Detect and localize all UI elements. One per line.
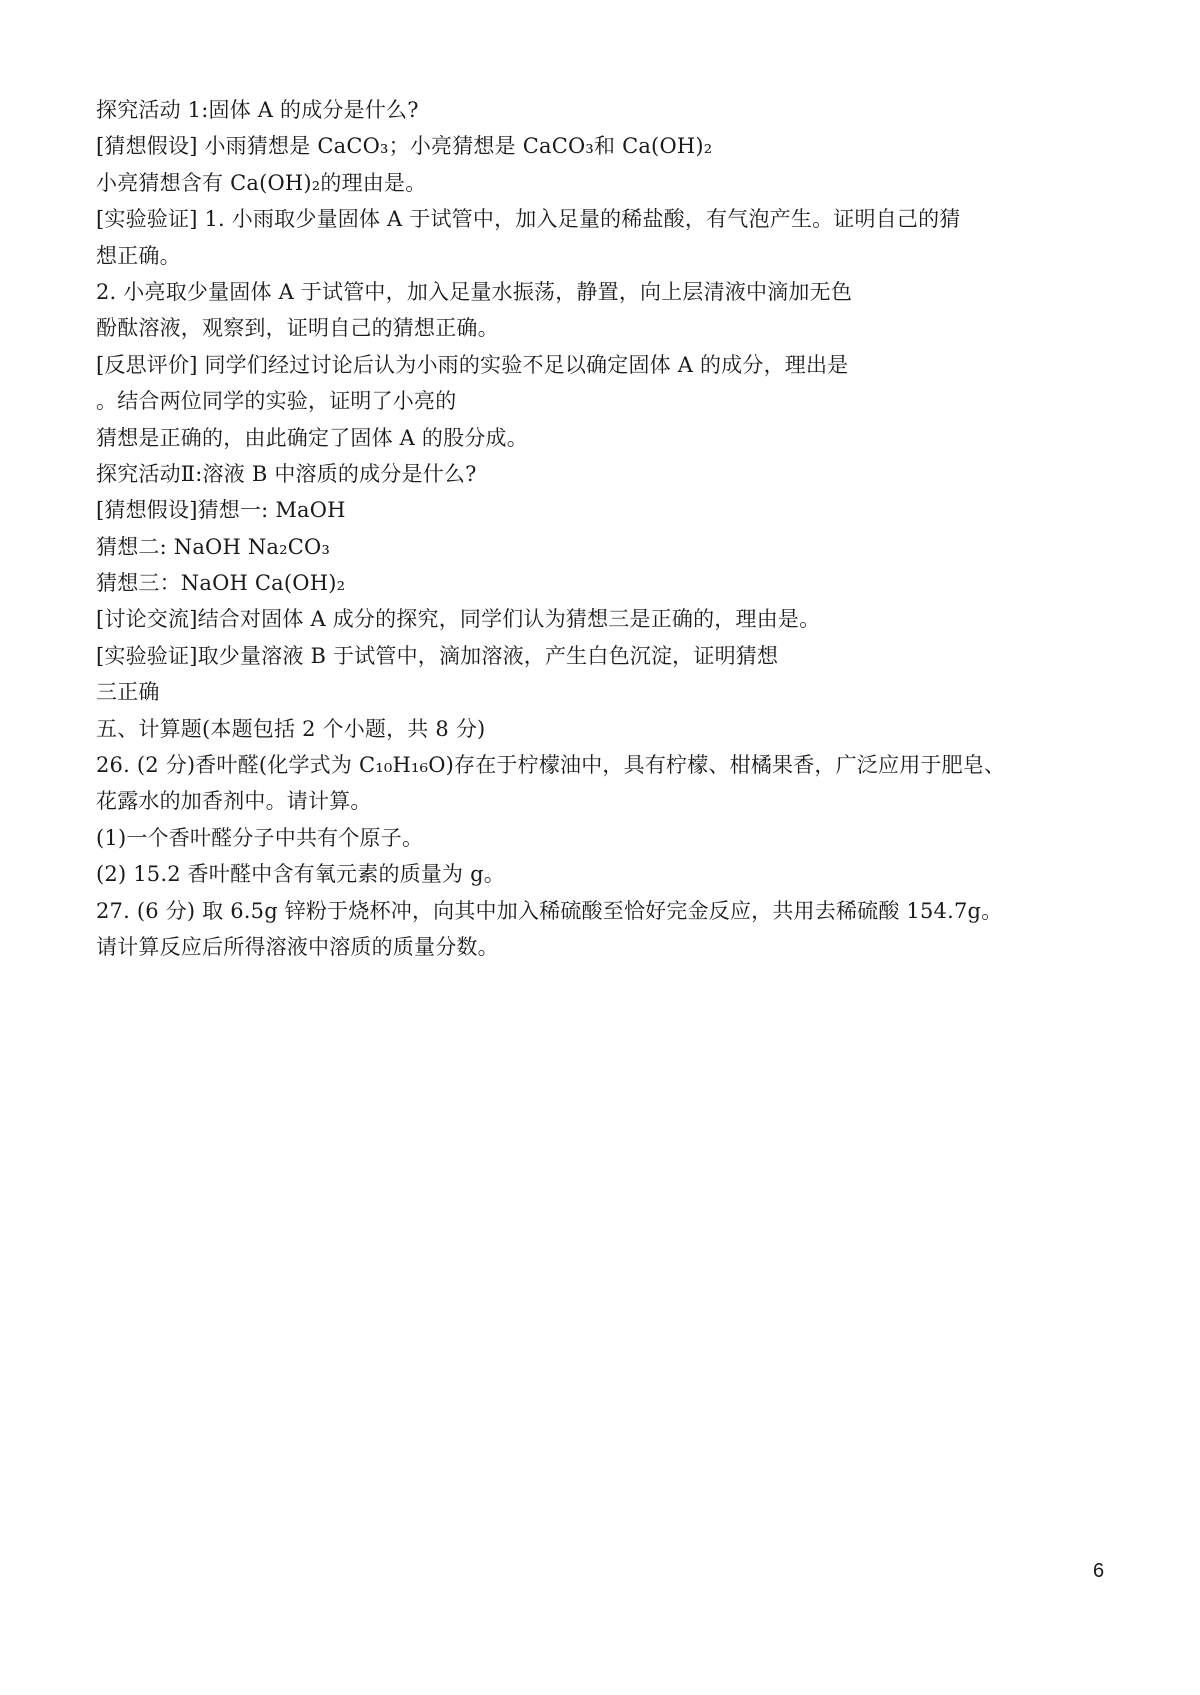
text-line: 想正确。 bbox=[96, 243, 181, 268]
text-line: 小亮猜想含有 Ca(OH)₂的理由是。 bbox=[96, 170, 427, 195]
text-line: 猜想是正确的，由此确定了固体 A 的股分成。 bbox=[96, 425, 528, 450]
text-line: [猜想假设]猜想一: MaOH bbox=[96, 498, 346, 523]
text-line: [实验验证]取少量溶液 B 于试管中，滴加溶液，产生白色沉淀，证明猜想 bbox=[96, 643, 779, 668]
text-line: [猜想假设] 小雨猜想是 CaCO₃；小亮猜想是 CaCO₃和 Ca(OH)₂ bbox=[96, 134, 713, 159]
text-line: 探究活动Ⅱ:溶液 B 中溶质的成分是什么? bbox=[96, 461, 477, 486]
text-line: 酚酞溶液，观察到，证明自己的猜想正确。 bbox=[96, 316, 499, 341]
text-line: 花露水的加香剂中。请计算。 bbox=[96, 789, 372, 814]
text-line: 猜想二: NaOH Na₂CO₃ bbox=[96, 534, 331, 559]
text-line: 猜想三：NaOH Ca(OH)₂ bbox=[96, 571, 346, 596]
text-line: 26. (2 分)香叶醛(化学式为 C₁₀H₁₆O)存在于柠檬油中，具有柠檬、柑橘果香，广泛应用于肥皂、 bbox=[96, 753, 1006, 778]
text-line: 。结合两位同学的实验，证明了小亮的 bbox=[96, 389, 457, 414]
text-line: 2. 小亮取少量固体 A 于试管中，加入足量水振荡，静置，向上层清液中滴加无色 bbox=[96, 279, 853, 304]
text-line: [反思评价] 同学们经过讨论后认为小雨的实验不足以确定固体 A 的成分，理出是 bbox=[96, 352, 849, 377]
text-line: (2) 15.2 香叶醛中含有氧元素的质量为 g。 bbox=[96, 862, 505, 887]
text-line: 27. (6 分) 取 6.5g 锌粉于烧杯冲，向其中加入稀硫酸至恰好完金反应，共用去稀硫酸 154.7g。 bbox=[96, 898, 1003, 923]
text-line: [实验验证] 1. 小雨取少量固体 A 于试管中，加入足量的稀盐酸，有气泡产生。证明自己的猜 bbox=[96, 207, 961, 232]
text-line: 探究活动 1:固体 A 的成分是什么? bbox=[96, 98, 419, 122]
section-heading: 五、计算题(本题包括 2 个小题，共 8 分) bbox=[96, 716, 486, 741]
text-line: (1)一个香叶醛分子中共有个原子。 bbox=[96, 825, 424, 850]
page-number: 6 bbox=[1093, 1560, 1105, 1582]
text-line: 请计算反应后所得溶液中溶质的质量分数。 bbox=[96, 934, 499, 959]
document-body bbox=[96, 92, 1116, 965]
text-line: 三正确 bbox=[96, 680, 160, 705]
text-line: [讨论交流]结合对固体 A 成分的探究，同学们认为猜想三是正确的，理由是。 bbox=[96, 607, 821, 632]
